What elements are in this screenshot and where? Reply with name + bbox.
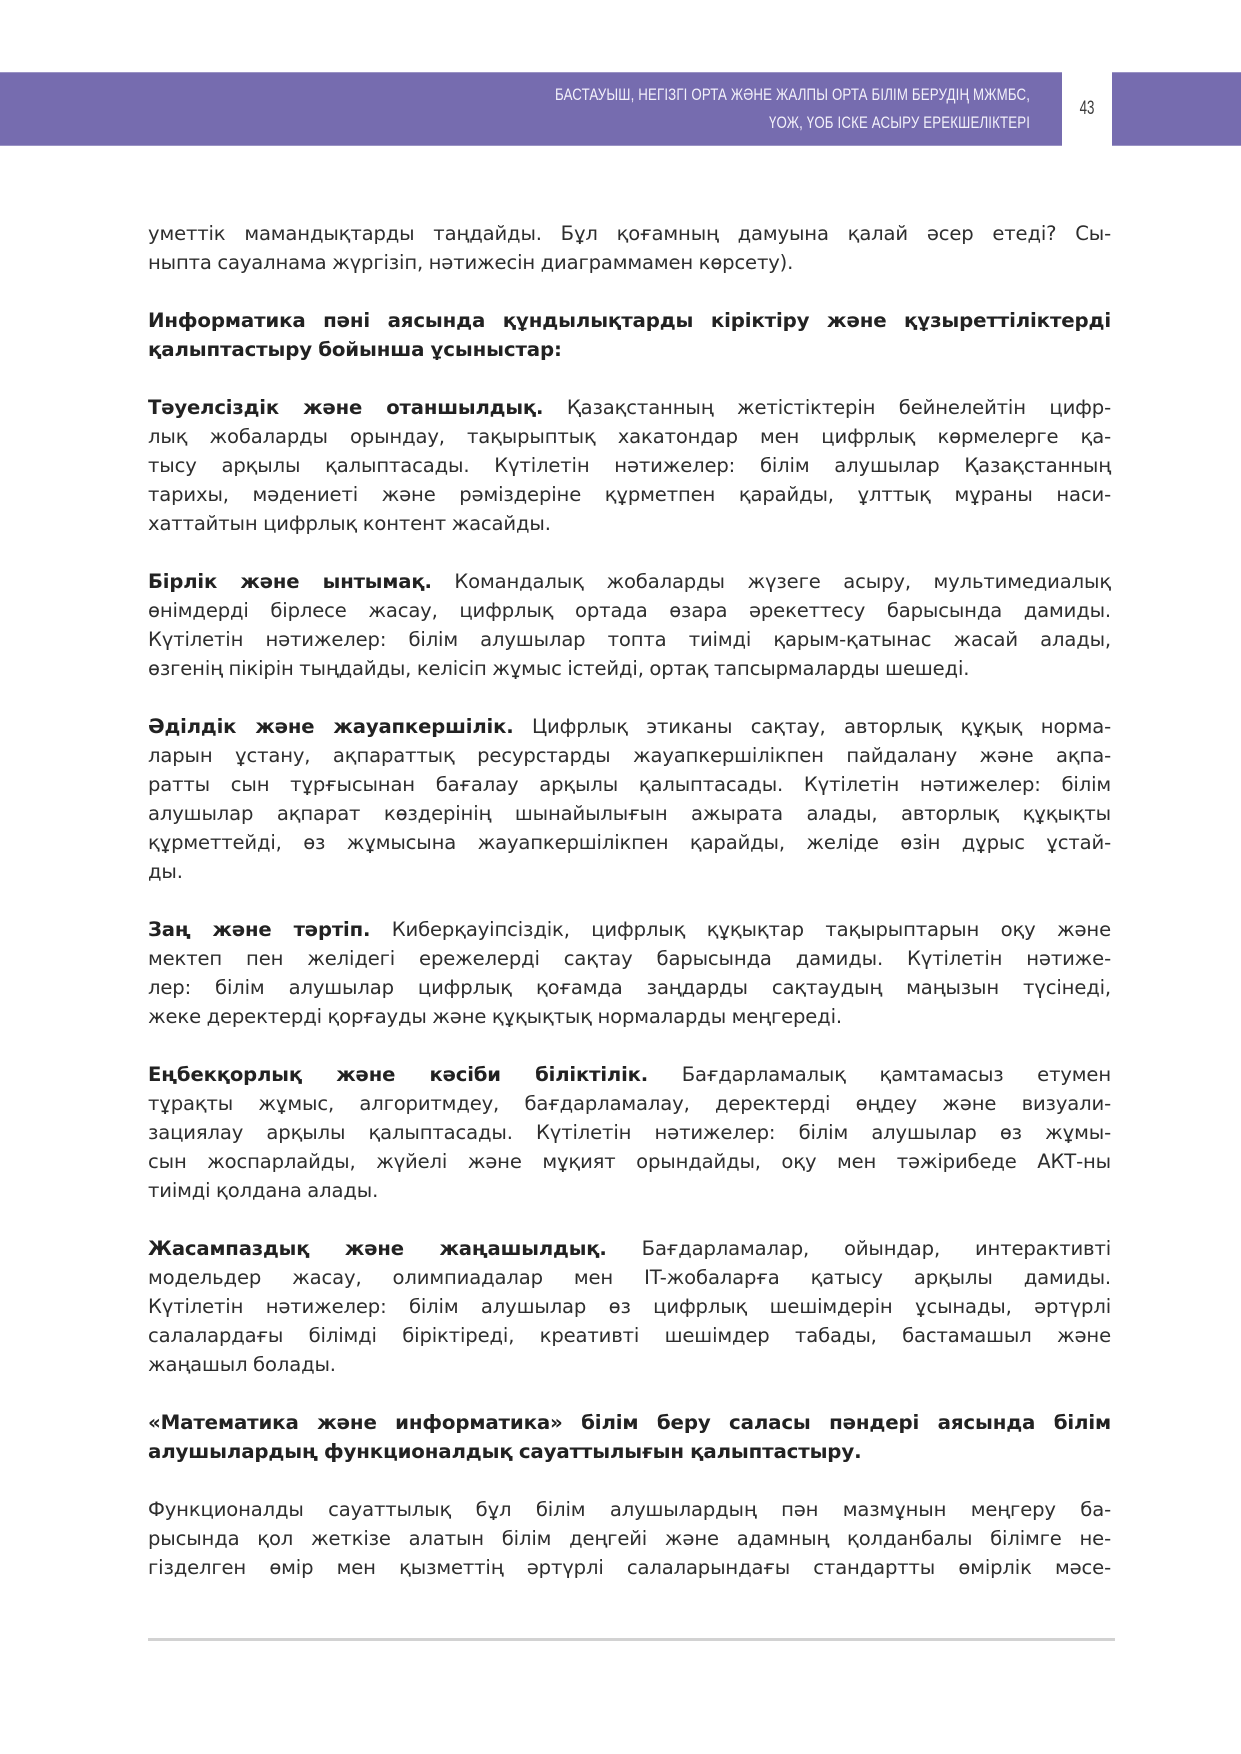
value-lead: Заң және тәртіп.	[148, 918, 371, 941]
text-line: өзгенің пікірін тыңдайды, келісіп жұмыс істейді, ортақ тапсырмаларды шешеді.	[148, 657, 970, 680]
text-line: тарихы, мәдениеті және рәміздеріне құрметпен қарайды, ұлттық мұраны наси-	[148, 483, 1111, 506]
value-paragraph-diligence	[148, 1060, 1111, 1205]
functional-literacy-paragraph	[148, 1495, 1111, 1582]
value-lead: Жасампаздық және жаңашылдық.	[148, 1237, 607, 1260]
text-line: ларын ұстану, ақпараттық ресурстарды жауапкершілікпен пайдалану және ақпа-	[148, 744, 1111, 767]
value-lead: Бірлік және ынтымақ.	[148, 570, 432, 593]
text-line: жеке деректерді қорғауды және құқықтық нормаларды меңгереді.	[148, 1005, 842, 1028]
section-heading-functional-literacy	[148, 1408, 1111, 1466]
value-paragraph-unity	[148, 567, 1111, 683]
text-line: мектеп пен желідегі ережелерді сақтау барысында дамиды. Күтілетін нәтиже-	[148, 947, 1111, 970]
intro-paragraph	[148, 219, 1111, 277]
value-paragraph-creativity	[148, 1234, 1111, 1379]
text-line: өнімдерді бірлесе жасау, цифрлық ортада өзара әрекеттесу барысында дамиды.	[148, 599, 1111, 622]
heading-line: «Математика және информатика» білім беру саласы пәндері аясында білім	[148, 1411, 1111, 1434]
page-body	[148, 219, 1111, 1611]
text-line: сын жоспарлайды, жүйелі және мұқият орындайды, оқу мен тәжірибеде АКТ-ны	[148, 1150, 1111, 1173]
text-fragment: Киберқауіпсіздік, цифрлық құқықтар тақырыптарын оқу және	[370, 918, 1111, 941]
text-line: ратты сын тұрғысынан бағалау арқылы қалыптасады. Күтілетін нәтижелер: білім	[148, 773, 1111, 796]
text-fragment: Бағдарламалар, ойындар, интерактивті	[606, 1237, 1111, 1260]
running-header	[555, 81, 1030, 137]
text-fragment: Командалық жобаларды жүзеге асыру, мультимедиалық	[431, 570, 1112, 593]
page-number: 43	[1079, 98, 1095, 119]
text-line: алушылар ақпарат көздерінің шынайылығын ажырата алады, авторлық құқықты	[148, 802, 1111, 825]
text-line: ды.	[148, 860, 183, 883]
footer-divider	[148, 1638, 1115, 1641]
text-line: тұрақты жұмыс, алгоритмдеу, бағдарламалау, деректерді өңдеу және визуали-	[148, 1092, 1111, 1115]
header-band	[0, 72, 1062, 146]
header-tab-decoration	[1112, 72, 1241, 146]
value-paragraph-independence	[148, 393, 1111, 538]
text-line: гізделген өмір мен қызметтің әртүрлі салаларындағы стандартты өмірлік мәсе-	[148, 1556, 1111, 1579]
text-line: Күтілетін нәтижелер: білім алушылар топта тиімді қарым-қатынас жасай алады,	[148, 628, 1111, 651]
value-lead: Әділдік және жауапкершілік.	[148, 715, 514, 738]
text-line: хаттайтын цифрлық контент жасайды.	[148, 512, 551, 535]
text-line: жаңашыл болады.	[148, 1353, 336, 1376]
text-line: тысу арқылы қалыптасады. Күтілетін нәтижелер: білім алушылар Қазақстанның	[148, 454, 1111, 477]
value-paragraph-justice	[148, 712, 1111, 886]
text-line: Функционалды сауаттылық бұл білім алушылардың пән мазмұнын меңгеру ба-	[148, 1498, 1111, 1521]
text-line: лық жобаларды орындау, тақырыптық хакатондар мен цифрлық көрмелерге қа-	[148, 425, 1111, 448]
text-fragment: Бағдарламалық қамтамасыз етумен	[648, 1063, 1111, 1086]
value-paragraph-law	[148, 915, 1111, 1031]
section-heading-informatics	[148, 306, 1111, 364]
heading-line: қалыптастыру бойынша ұсыныстар:	[148, 338, 562, 361]
running-header-line-1: БАСТАУЫШ, НЕГІЗГІ ОРТА ЖӘНЕ ЖАЛПЫ ОРТА БІЛІМ БЕРУДІҢ МЖМБС,	[554, 85, 1030, 104]
text-line: құрметтейді, өз жұмысына жауапкершілікпен қарайды, желіде өзін дұрыс ұстай-	[148, 831, 1111, 854]
text-fragment: Қазақстанның жетістіктерін бейнелейтін цифр-	[543, 396, 1111, 419]
text-line: лер: білім алушылар цифрлық қоғамда заңдарды сақтаудың маңызын түсінеді,	[148, 976, 1111, 999]
text-line: зациялау арқылы қалыптасады. Күтілетін нәтижелер: білім алушылар өз жұмы-	[148, 1121, 1111, 1144]
running-header-line-2: ҮОЖ, ҮОБ ІСКЕ АСЫРУ ЕРЕКШЕЛІКТЕРІ	[768, 113, 1030, 132]
text-line: модельдер жасау, олимпиадалар мен IT-жобаларға қатысу арқылы дамиды.	[148, 1266, 1111, 1289]
heading-line: алушылардың функционалдық сауаттылығын қалыптастыру.	[148, 1440, 862, 1463]
heading-line: Информатика пәні аясында құндылықтарды кіріктіру және құзыреттіліктерді	[148, 309, 1111, 332]
text-line: Күтілетін нәтижелер: білім алушылар өз цифрлық шешімдерін ұсынады, әртүрлі	[148, 1295, 1111, 1318]
value-lead: Тәуелсіздік және отаншылдық.	[148, 396, 544, 419]
value-lead: Еңбекқорлық және кәсіби біліктілік.	[148, 1063, 649, 1086]
text-fragment: Цифрлық этиканы сақтау, авторлық құқық норма-	[513, 715, 1111, 738]
text-line: тиімді қолдана алады.	[148, 1179, 379, 1202]
text-line: рысында қол жеткізе алатын білім деңгейі және адамның қолданбалы білімге не-	[148, 1527, 1111, 1550]
text-line: ныпта сауалнама жүргізіп, нәтижесін диаграммамен көрсету).	[148, 251, 794, 274]
text-line: уметтік мамандықтарды таңдайды. Бұл қоғамның дамуына қалай әсер етеді? Сы-	[148, 222, 1111, 245]
text-line: салалардағы білімді біріктіреді, креативті шешімдер табады, бастамашыл және	[148, 1324, 1111, 1347]
